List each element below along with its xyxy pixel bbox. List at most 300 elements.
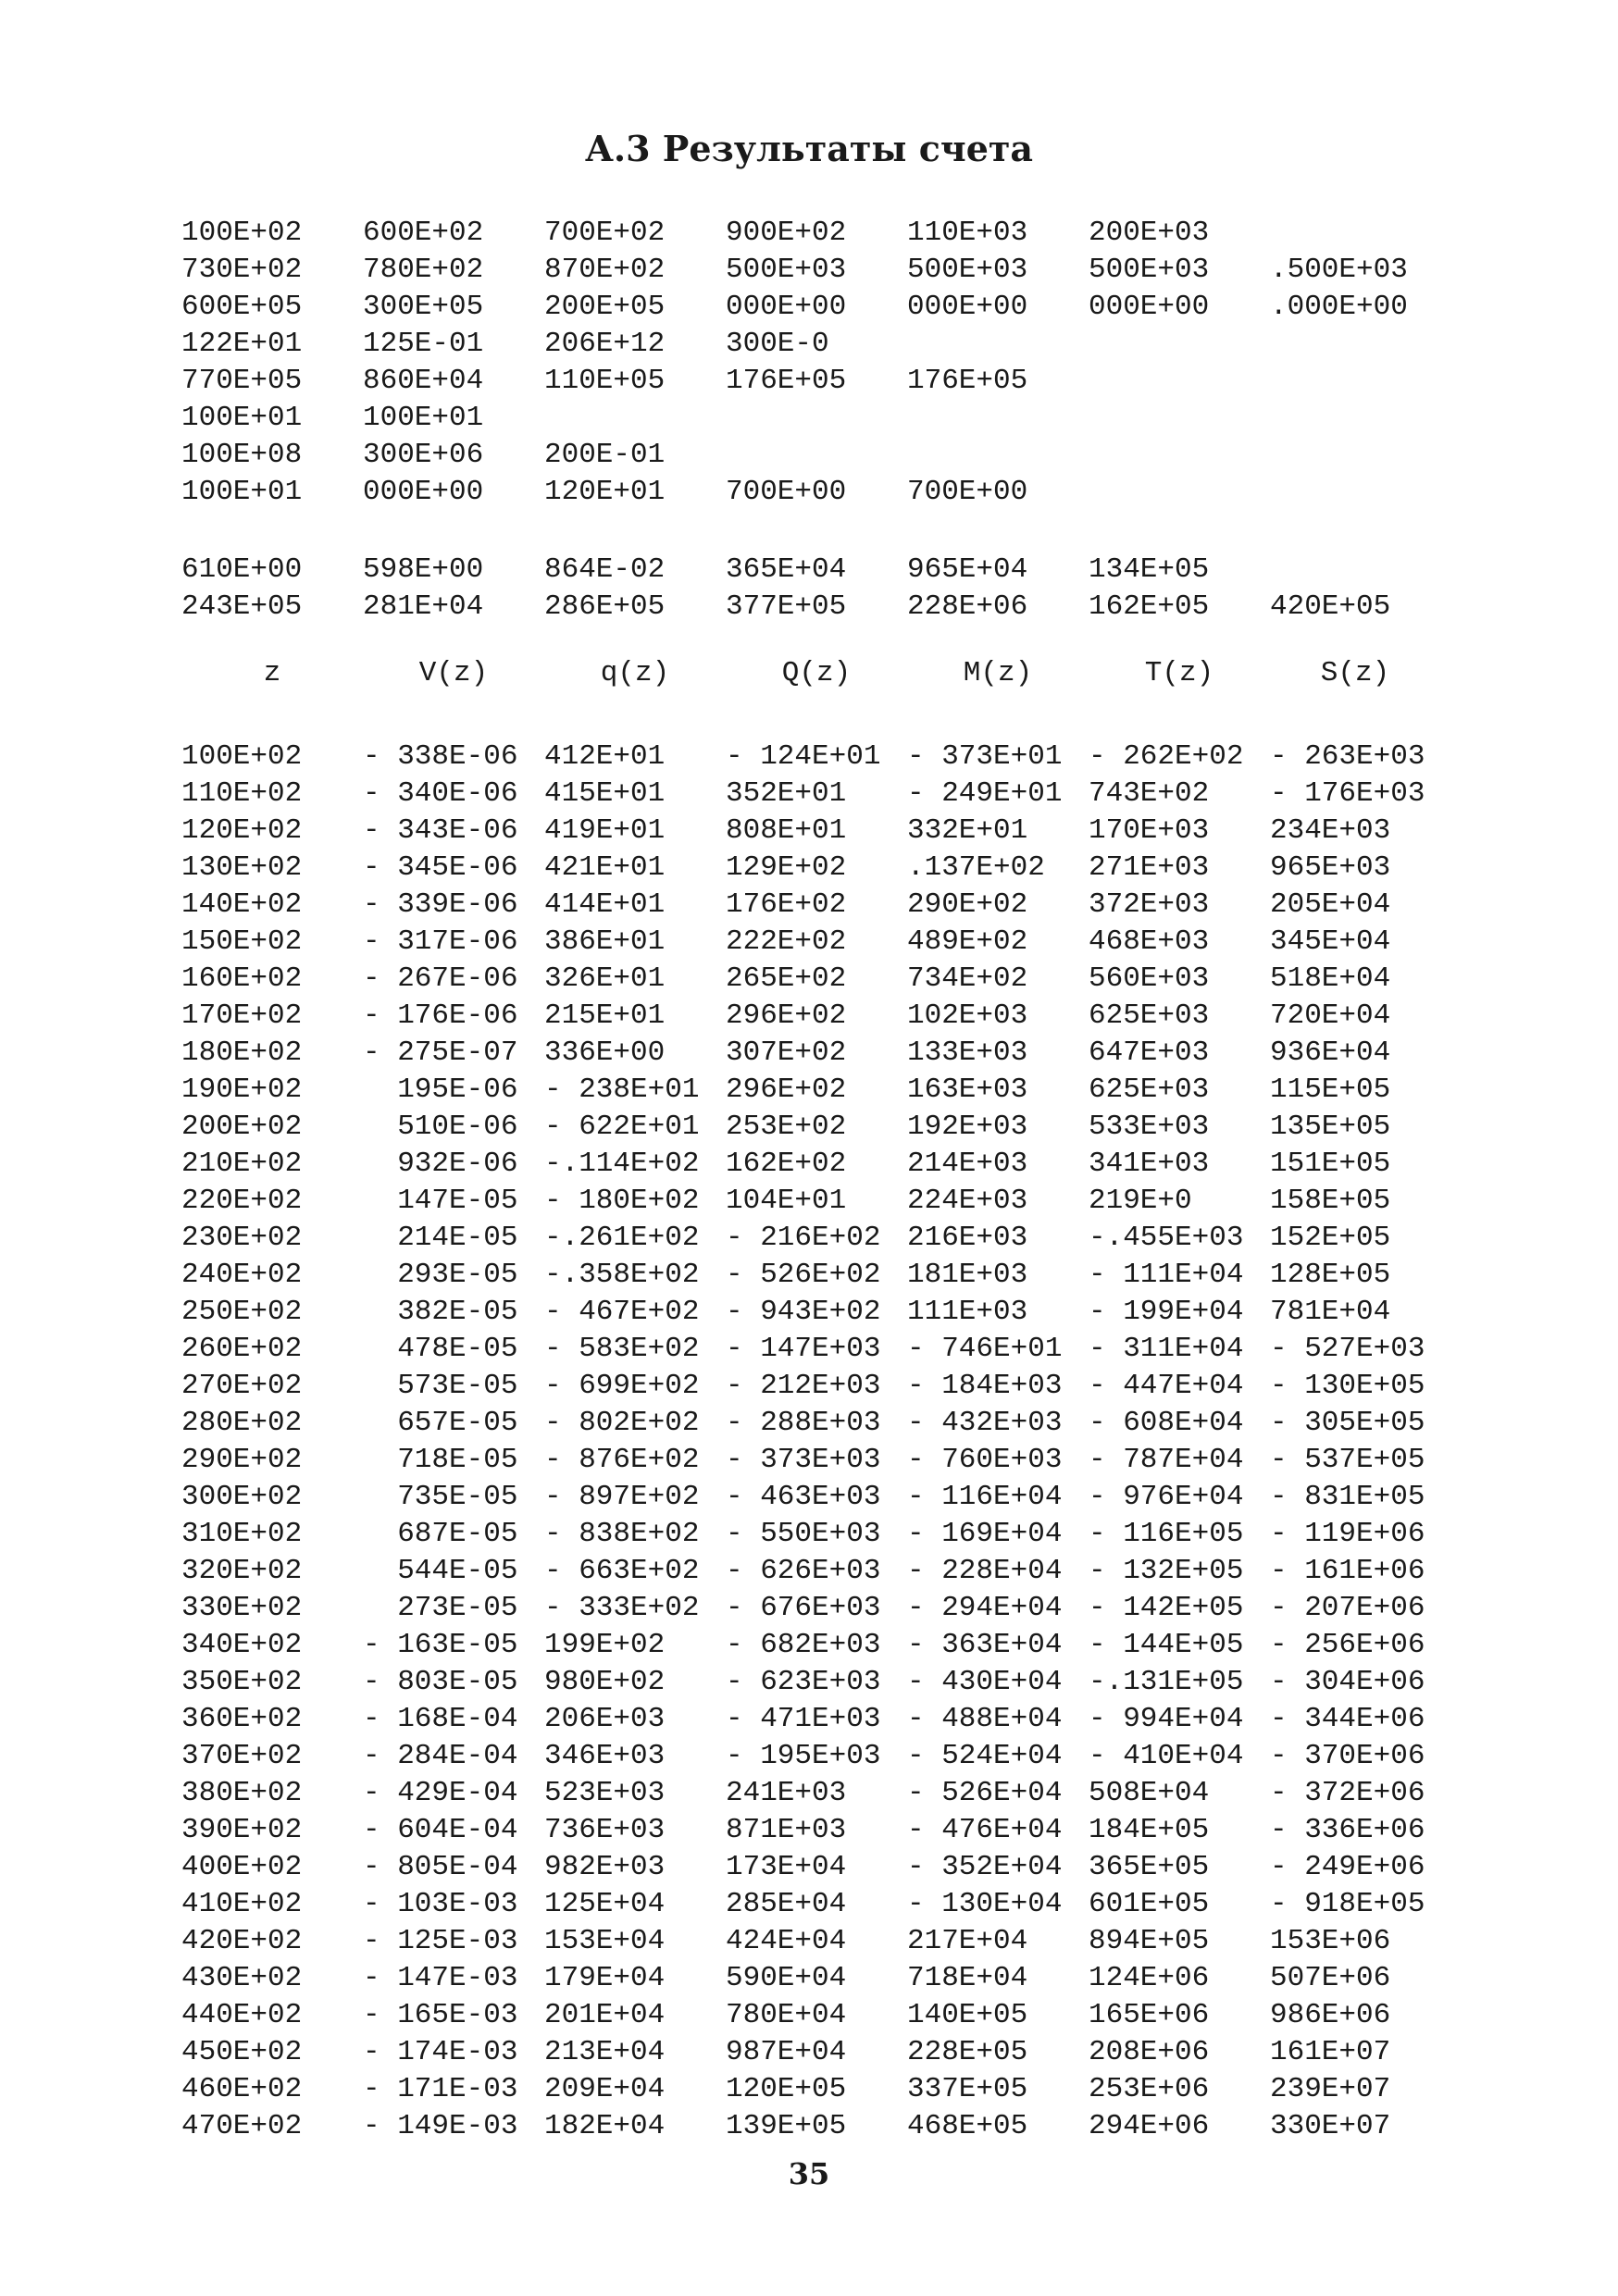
table-row xyxy=(181,1220,1440,1257)
table-cell: 470E+02 xyxy=(181,2110,303,2142)
table-cell: 330E+07 xyxy=(1270,2110,1391,2142)
table-cell: - 169E+04 xyxy=(907,1518,1063,1550)
table-cell: - 336E+06 xyxy=(1270,1814,1425,1846)
table-cell: 377E+05 xyxy=(726,590,847,623)
table-cell: 720E+04 xyxy=(1270,999,1391,1032)
table-cell: 190E+02 xyxy=(181,1074,303,1106)
table-cell: - 838E+02 xyxy=(544,1518,700,1550)
table-cell: 372E+03 xyxy=(1089,888,1210,921)
table-cell: 340E+02 xyxy=(181,1629,303,1661)
table-cell: - 352E+04 xyxy=(907,1851,1063,1883)
table-cell: 286E+05 xyxy=(544,590,666,623)
table-cell: 199E+02 xyxy=(544,1629,666,1661)
table-cell: 590E+04 xyxy=(726,1962,847,1994)
table-cell: 560E+03 xyxy=(1089,962,1210,995)
table-cell: - 976E+04 xyxy=(1089,1481,1244,1513)
table-cell: 215E+01 xyxy=(544,999,666,1032)
table-cell: 415E+01 xyxy=(544,777,666,810)
table-cell: - 249E+01 xyxy=(907,777,1063,810)
table-cell: - 147E-03 xyxy=(363,1962,518,1994)
table-cell: 647E+03 xyxy=(1089,1036,1210,1069)
table-cell: - 338E-06 xyxy=(363,740,518,773)
table-cell: 870E+02 xyxy=(544,254,666,286)
table-cell: - 537E+05 xyxy=(1270,1444,1425,1476)
table-cell: 162E+02 xyxy=(726,1148,847,1180)
table-cell: 734E+02 xyxy=(907,962,1028,995)
table-cell: 128E+05 xyxy=(1270,1259,1391,1291)
table-cell: 140E+05 xyxy=(907,1999,1028,2031)
table-cell xyxy=(726,437,907,474)
table-cell: 518E+04 xyxy=(1270,962,1391,995)
table-cell: 170E+02 xyxy=(181,999,303,1032)
table-cell: 228E+05 xyxy=(907,2036,1028,2068)
table-cell: 161E+07 xyxy=(1270,2036,1391,2068)
table-cell: 173E+04 xyxy=(726,1851,847,1883)
table-cell: 743E+02 xyxy=(1089,777,1210,810)
table-cell: 100E+01 xyxy=(181,476,303,508)
column-header-v: V(z) xyxy=(418,657,489,689)
table-cell: 176E+05 xyxy=(907,365,1028,397)
table-row xyxy=(181,2034,1440,2071)
table-cell: - 180E+02 xyxy=(544,1185,700,1217)
table-cell: 281E+04 xyxy=(363,590,484,623)
table-row xyxy=(181,1627,1440,1664)
table-cell: - 184E+03 xyxy=(907,1370,1063,1402)
table-cell: - 263E+03 xyxy=(1270,740,1425,773)
table-cell: 290E+02 xyxy=(181,1444,303,1476)
table-cell: - 363E+04 xyxy=(907,1629,1063,1661)
table-cell: - 256E+06 xyxy=(1270,1629,1425,1661)
table-cell: - 103E-03 xyxy=(363,1888,518,1920)
table-cell: 214E-05 xyxy=(363,1222,518,1254)
table-cell: - 149E-03 xyxy=(363,2110,518,2142)
table-row xyxy=(181,1442,1440,1479)
table-cell: 700E+02 xyxy=(544,217,666,249)
table-cell: 180E+02 xyxy=(181,1036,303,1069)
table-cell: - 171E-03 xyxy=(363,2073,518,2105)
table-cell: 326E+01 xyxy=(544,962,666,995)
parameter-row xyxy=(181,363,1440,400)
table-cell: - 294E+04 xyxy=(907,1592,1063,1624)
table-cell: - 370E+06 xyxy=(1270,1740,1425,1772)
parameter-row xyxy=(181,215,1440,252)
table-cell: 230E+02 xyxy=(181,1222,303,1254)
table-cell: 900E+02 xyxy=(726,217,847,249)
table-cell xyxy=(1089,400,1270,437)
table-cell: 216E+03 xyxy=(907,1222,1028,1254)
computed-parameters-table xyxy=(181,552,1440,626)
table-cell: 600E+02 xyxy=(363,217,484,249)
table-cell: 296E+02 xyxy=(726,1074,847,1106)
column-header-q: q(z) xyxy=(600,657,670,689)
table-row xyxy=(181,887,1440,924)
table-cell: - 195E+03 xyxy=(726,1740,881,1772)
table-cell: 718E-05 xyxy=(363,1444,518,1476)
table-cell: 133E+03 xyxy=(907,1036,1028,1069)
table-cell: 300E+06 xyxy=(363,439,484,471)
table-cell: - 262E+02 xyxy=(1089,740,1244,773)
table-cell: 420E+02 xyxy=(181,1925,303,1957)
table-cell: .137E+02 xyxy=(907,851,1045,884)
table-cell: 573E-05 xyxy=(363,1370,518,1402)
table-cell: 932E-06 xyxy=(363,1148,518,1180)
results-table xyxy=(181,738,1440,2145)
table-cell: - 212E+03 xyxy=(726,1370,881,1402)
table-cell: - 116E+05 xyxy=(1089,1518,1244,1550)
column-header-t: T(z) xyxy=(1144,657,1214,689)
table-cell: 414E+01 xyxy=(544,888,666,921)
table-cell: 104E+01 xyxy=(726,1185,847,1217)
table-cell: 412E+01 xyxy=(544,740,666,773)
table-row xyxy=(181,1960,1440,1997)
table-cell: 808E+01 xyxy=(726,814,847,847)
table-cell: 208E+06 xyxy=(1089,2036,1210,2068)
page-number: 35 xyxy=(788,2156,830,2191)
table-cell: - 119E+06 xyxy=(1270,1518,1425,1550)
table-cell: 240E+02 xyxy=(181,1259,303,1291)
table-cell: - 130E+04 xyxy=(907,1888,1063,1920)
table-cell: - 682E+03 xyxy=(726,1629,881,1661)
table-cell: - 676E+03 xyxy=(726,1592,881,1624)
table-cell xyxy=(1270,215,1440,252)
table-row xyxy=(181,1294,1440,1331)
table-cell: 100E+02 xyxy=(181,740,303,773)
table-cell: 176E+02 xyxy=(726,888,847,921)
input-parameters-table xyxy=(181,215,1440,511)
table-cell: 250E+02 xyxy=(181,1296,303,1328)
table-row xyxy=(181,1109,1440,1146)
table-cell xyxy=(1270,326,1440,363)
table-cell: 489E+02 xyxy=(907,925,1028,958)
table-cell: 294E+06 xyxy=(1089,2110,1210,2142)
table-cell: 346E+03 xyxy=(544,1740,666,1772)
table-cell: 430E+02 xyxy=(181,1962,303,1994)
column-header-s: S(z) xyxy=(1320,657,1390,689)
table-cell: 130E+02 xyxy=(181,851,303,884)
table-row xyxy=(181,1516,1440,1553)
parameter-row xyxy=(181,552,1440,589)
table-cell: - 526E+04 xyxy=(907,1777,1063,1809)
table-cell: - 288E+03 xyxy=(726,1407,881,1439)
table-row xyxy=(181,776,1440,813)
table-cell: 000E+00 xyxy=(907,291,1028,323)
table-cell: - 343E-06 xyxy=(363,814,518,847)
table-cell: - 249E+06 xyxy=(1270,1851,1425,1883)
table-cell: - 165E-03 xyxy=(363,1999,518,2031)
table-cell: 598E+00 xyxy=(363,553,484,586)
table-cell: -.455E+03 xyxy=(1089,1222,1244,1254)
table-cell xyxy=(1089,437,1270,474)
table-cell: 382E-05 xyxy=(363,1296,518,1328)
table-cell: 273E-05 xyxy=(363,1592,518,1624)
table-cell: - 163E-05 xyxy=(363,1629,518,1661)
table-cell: 111E+03 xyxy=(907,1296,1028,1328)
table-cell: 307E+02 xyxy=(726,1036,847,1069)
table-cell: 270E+02 xyxy=(181,1370,303,1402)
table-cell: 176E+05 xyxy=(726,365,847,397)
table-cell: 460E+02 xyxy=(181,2073,303,2105)
table-cell: 265E+02 xyxy=(726,962,847,995)
table-cell: 150E+02 xyxy=(181,925,303,958)
table-cell: 182E+04 xyxy=(544,2110,666,2142)
table-row xyxy=(181,1997,1440,2034)
table-cell: - 125E-03 xyxy=(363,1925,518,1957)
table-cell xyxy=(1270,437,1440,474)
table-cell: - 608E+04 xyxy=(1089,1407,1244,1439)
table-cell: - 339E-06 xyxy=(363,888,518,921)
table-cell: - 161E+06 xyxy=(1270,1555,1425,1587)
table-cell: 450E+02 xyxy=(181,2036,303,2068)
table-cell: 241E+03 xyxy=(726,1777,847,1809)
table-cell: 000E+00 xyxy=(726,291,847,323)
table-row xyxy=(181,2108,1440,2145)
parameter-row xyxy=(181,326,1440,363)
table-cell: - 111E+04 xyxy=(1089,1259,1244,1291)
table-cell: 200E+03 xyxy=(1089,217,1210,249)
table-cell: - 583E+02 xyxy=(544,1333,700,1365)
parameter-row xyxy=(181,252,1440,289)
table-cell: 271E+03 xyxy=(1089,851,1210,884)
table-cell: 330E+02 xyxy=(181,1592,303,1624)
table-cell: 192E+03 xyxy=(907,1111,1028,1143)
table-row xyxy=(181,1812,1440,1849)
table-cell: 120E+05 xyxy=(726,2073,847,2105)
table-cell: 365E+04 xyxy=(726,553,847,586)
table-cell: - 746E+01 xyxy=(907,1333,1063,1365)
results-column-header xyxy=(181,655,1440,692)
table-cell: - 373E+01 xyxy=(907,740,1063,773)
table-cell: 500E+03 xyxy=(1089,254,1210,286)
table-row xyxy=(181,1775,1440,1812)
table-cell: - 463E+03 xyxy=(726,1481,881,1513)
table-cell: - 918E+05 xyxy=(1270,1888,1425,1920)
table-cell: 352E+01 xyxy=(726,777,847,810)
table-cell: - 305E+05 xyxy=(1270,1407,1425,1439)
table-cell: - 663E+02 xyxy=(544,1555,700,1587)
table-cell: 982E+03 xyxy=(544,1851,666,1883)
table-cell: 523E+03 xyxy=(544,1777,666,1809)
table-cell xyxy=(726,400,907,437)
column-header-m: M(z) xyxy=(963,657,1033,689)
table-cell: 468E+05 xyxy=(907,2110,1028,2142)
table-cell: - 267E-06 xyxy=(363,962,518,995)
table-cell: 152E+05 xyxy=(1270,1222,1391,1254)
table-cell: - 142E+05 xyxy=(1089,1592,1244,1624)
table-cell: - 526E+02 xyxy=(726,1259,881,1291)
table-cell: 219E+0 xyxy=(1089,1185,1192,1217)
table-cell: - 333E+02 xyxy=(544,1592,700,1624)
table-cell: 871E+03 xyxy=(726,1814,847,1846)
table-cell: 736E+03 xyxy=(544,1814,666,1846)
table-cell: 986E+06 xyxy=(1270,1999,1391,2031)
column-header-qq: Q(z) xyxy=(781,657,852,689)
table-cell: - 372E+06 xyxy=(1270,1777,1425,1809)
table-cell: 125E+04 xyxy=(544,1888,666,1920)
table-row xyxy=(181,1405,1440,1442)
table-cell: 386E+01 xyxy=(544,925,666,958)
table-cell: 163E+03 xyxy=(907,1074,1028,1106)
table-cell: - 228E+04 xyxy=(907,1555,1063,1587)
table-cell: - 345E-06 xyxy=(363,851,518,884)
table-cell: 206E+03 xyxy=(544,1703,666,1735)
table-cell: 290E+02 xyxy=(907,888,1028,921)
table-cell: 181E+03 xyxy=(907,1259,1028,1291)
table-cell: 468E+03 xyxy=(1089,925,1210,958)
table-cell: - 340E-06 xyxy=(363,777,518,810)
table-cell: 115E+05 xyxy=(1270,1074,1391,1106)
table-cell: 370E+02 xyxy=(181,1740,303,1772)
table-cell xyxy=(544,400,726,437)
table-cell: - 760E+03 xyxy=(907,1444,1063,1476)
table-cell: 296E+02 xyxy=(726,999,847,1032)
table-cell: - 304E+06 xyxy=(1270,1666,1425,1698)
table-cell: 300E+05 xyxy=(363,291,484,323)
table-cell: 000E+00 xyxy=(363,476,484,508)
table-cell: - 476E+04 xyxy=(907,1814,1063,1846)
table-cell: 100E+01 xyxy=(181,402,303,434)
table-cell: -.114E+02 xyxy=(544,1148,700,1180)
table-cell: - 130E+05 xyxy=(1270,1370,1425,1402)
table-cell: 965E+03 xyxy=(1270,851,1391,884)
table-cell: -.261E+02 xyxy=(544,1222,700,1254)
table-cell: - 876E+02 xyxy=(544,1444,700,1476)
table-cell: 350E+02 xyxy=(181,1666,303,1698)
table-row xyxy=(181,1664,1440,1701)
table-cell xyxy=(1089,474,1270,511)
table-cell: 440E+02 xyxy=(181,1999,303,2031)
table-cell: 600E+05 xyxy=(181,291,303,323)
table-cell: 135E+05 xyxy=(1270,1111,1391,1143)
table-cell: 687E-05 xyxy=(363,1518,518,1550)
table-row xyxy=(181,1368,1440,1405)
table-cell: - 216E+02 xyxy=(726,1222,881,1254)
table-cell: - 344E+06 xyxy=(1270,1703,1425,1735)
table-cell: 201E+04 xyxy=(544,1999,666,2031)
table-cell: - 430E+04 xyxy=(907,1666,1063,1698)
table-cell: 234E+03 xyxy=(1270,814,1391,847)
parameter-row xyxy=(181,400,1440,437)
table-cell: 195E-06 xyxy=(363,1074,518,1106)
table-cell: 125E-01 xyxy=(363,328,484,360)
table-cell: 420E+05 xyxy=(1270,590,1391,623)
table-row xyxy=(181,1701,1440,1738)
table-cell: - 897E+02 xyxy=(544,1481,700,1513)
table-cell: - 311E+04 xyxy=(1089,1333,1244,1365)
table-cell: 860E+04 xyxy=(363,365,484,397)
table-cell: 200E+02 xyxy=(181,1111,303,1143)
table-cell: - 284E-04 xyxy=(363,1740,518,1772)
table-cell: - 168E-04 xyxy=(363,1703,518,1735)
table-row xyxy=(181,850,1440,887)
table-cell: 718E+04 xyxy=(907,1962,1028,1994)
table-cell: - 275E-07 xyxy=(363,1036,518,1069)
table-cell: 770E+05 xyxy=(181,365,303,397)
table-cell: 380E+02 xyxy=(181,1777,303,1809)
table-cell: 140E+02 xyxy=(181,888,303,921)
table-cell: 239E+07 xyxy=(1270,2073,1391,2105)
table-cell: 544E-05 xyxy=(363,1555,518,1587)
table-cell: 610E+00 xyxy=(181,553,303,586)
table-cell: - 124E+01 xyxy=(726,740,881,773)
table-cell: 533E+03 xyxy=(1089,1111,1210,1143)
table-cell: - 174E-03 xyxy=(363,2036,518,2068)
parameter-row xyxy=(181,289,1440,326)
table-cell: 153E+04 xyxy=(544,1925,666,1957)
parameter-row xyxy=(181,589,1440,626)
table-cell: 120E+01 xyxy=(544,476,666,508)
table-cell: - 410E+04 xyxy=(1089,1740,1244,1772)
table-row xyxy=(181,1183,1440,1220)
table-cell: 987E+04 xyxy=(726,2036,847,2068)
table-cell xyxy=(1270,552,1440,589)
table-cell: 780E+04 xyxy=(726,1999,847,2031)
table-cell: - 626E+03 xyxy=(726,1555,881,1587)
table-row xyxy=(181,924,1440,961)
table-cell: - 699E+02 xyxy=(544,1370,700,1402)
table-cell: 110E+02 xyxy=(181,777,303,810)
table-row xyxy=(181,1923,1440,1960)
table-row xyxy=(181,813,1440,850)
table-cell: 510E-06 xyxy=(363,1111,518,1143)
table-cell: - 622E+01 xyxy=(544,1111,700,1143)
table-cell: 500E+03 xyxy=(907,254,1028,286)
table-cell: - 176E-06 xyxy=(363,999,518,1032)
table-cell: 280E+02 xyxy=(181,1407,303,1439)
table-cell: 200E-01 xyxy=(544,439,666,471)
table-cell: 345E+04 xyxy=(1270,925,1391,958)
table-cell: 365E+05 xyxy=(1089,1851,1210,1883)
table-cell: 285E+04 xyxy=(726,1888,847,1920)
table-cell: 300E-0 xyxy=(726,328,829,360)
table-cell: 965E+04 xyxy=(907,553,1028,586)
parameter-row xyxy=(181,437,1440,474)
table-cell: 625E+03 xyxy=(1089,1074,1210,1106)
table-cell: 224E+03 xyxy=(907,1185,1028,1217)
table-cell xyxy=(1270,474,1440,511)
table-cell: - 802E+02 xyxy=(544,1407,700,1439)
table-cell: 102E+03 xyxy=(907,999,1028,1032)
table-cell xyxy=(1089,363,1270,400)
table-cell: - 831E+05 xyxy=(1270,1481,1425,1513)
table-cell: 700E+00 xyxy=(726,476,847,508)
table-cell: 100E+02 xyxy=(181,217,303,249)
table-cell: - 803E-05 xyxy=(363,1666,518,1698)
table-cell: 419E+01 xyxy=(544,814,666,847)
table-cell: - 238E+01 xyxy=(544,1074,700,1106)
table-cell: 160E+02 xyxy=(181,962,303,995)
table-cell: 421E+01 xyxy=(544,851,666,884)
table-cell: 214E+03 xyxy=(907,1148,1028,1180)
table-row xyxy=(181,1331,1440,1368)
table-cell: - 527E+03 xyxy=(1270,1333,1425,1365)
table-cell: 478E-05 xyxy=(363,1333,518,1365)
table-row xyxy=(181,1257,1440,1294)
table-cell: - 524E+04 xyxy=(907,1740,1063,1772)
table-cell: 735E-05 xyxy=(363,1481,518,1513)
table-cell: 336E+00 xyxy=(544,1036,666,1069)
parameter-row xyxy=(181,474,1440,511)
table-cell: - 604E-04 xyxy=(363,1814,518,1846)
table-cell: 894E+05 xyxy=(1089,1925,1210,1957)
table-cell: - 432E+03 xyxy=(907,1407,1063,1439)
table-cell: 200E+05 xyxy=(544,291,666,323)
table-cell: - 199E+04 xyxy=(1089,1296,1244,1328)
table-cell: 158E+05 xyxy=(1270,1185,1391,1217)
table-cell: 424E+04 xyxy=(726,1925,847,1957)
table-cell: 222E+02 xyxy=(726,925,847,958)
table-cell: -.131E+05 xyxy=(1089,1666,1244,1698)
table-cell: - 787E+04 xyxy=(1089,1444,1244,1476)
